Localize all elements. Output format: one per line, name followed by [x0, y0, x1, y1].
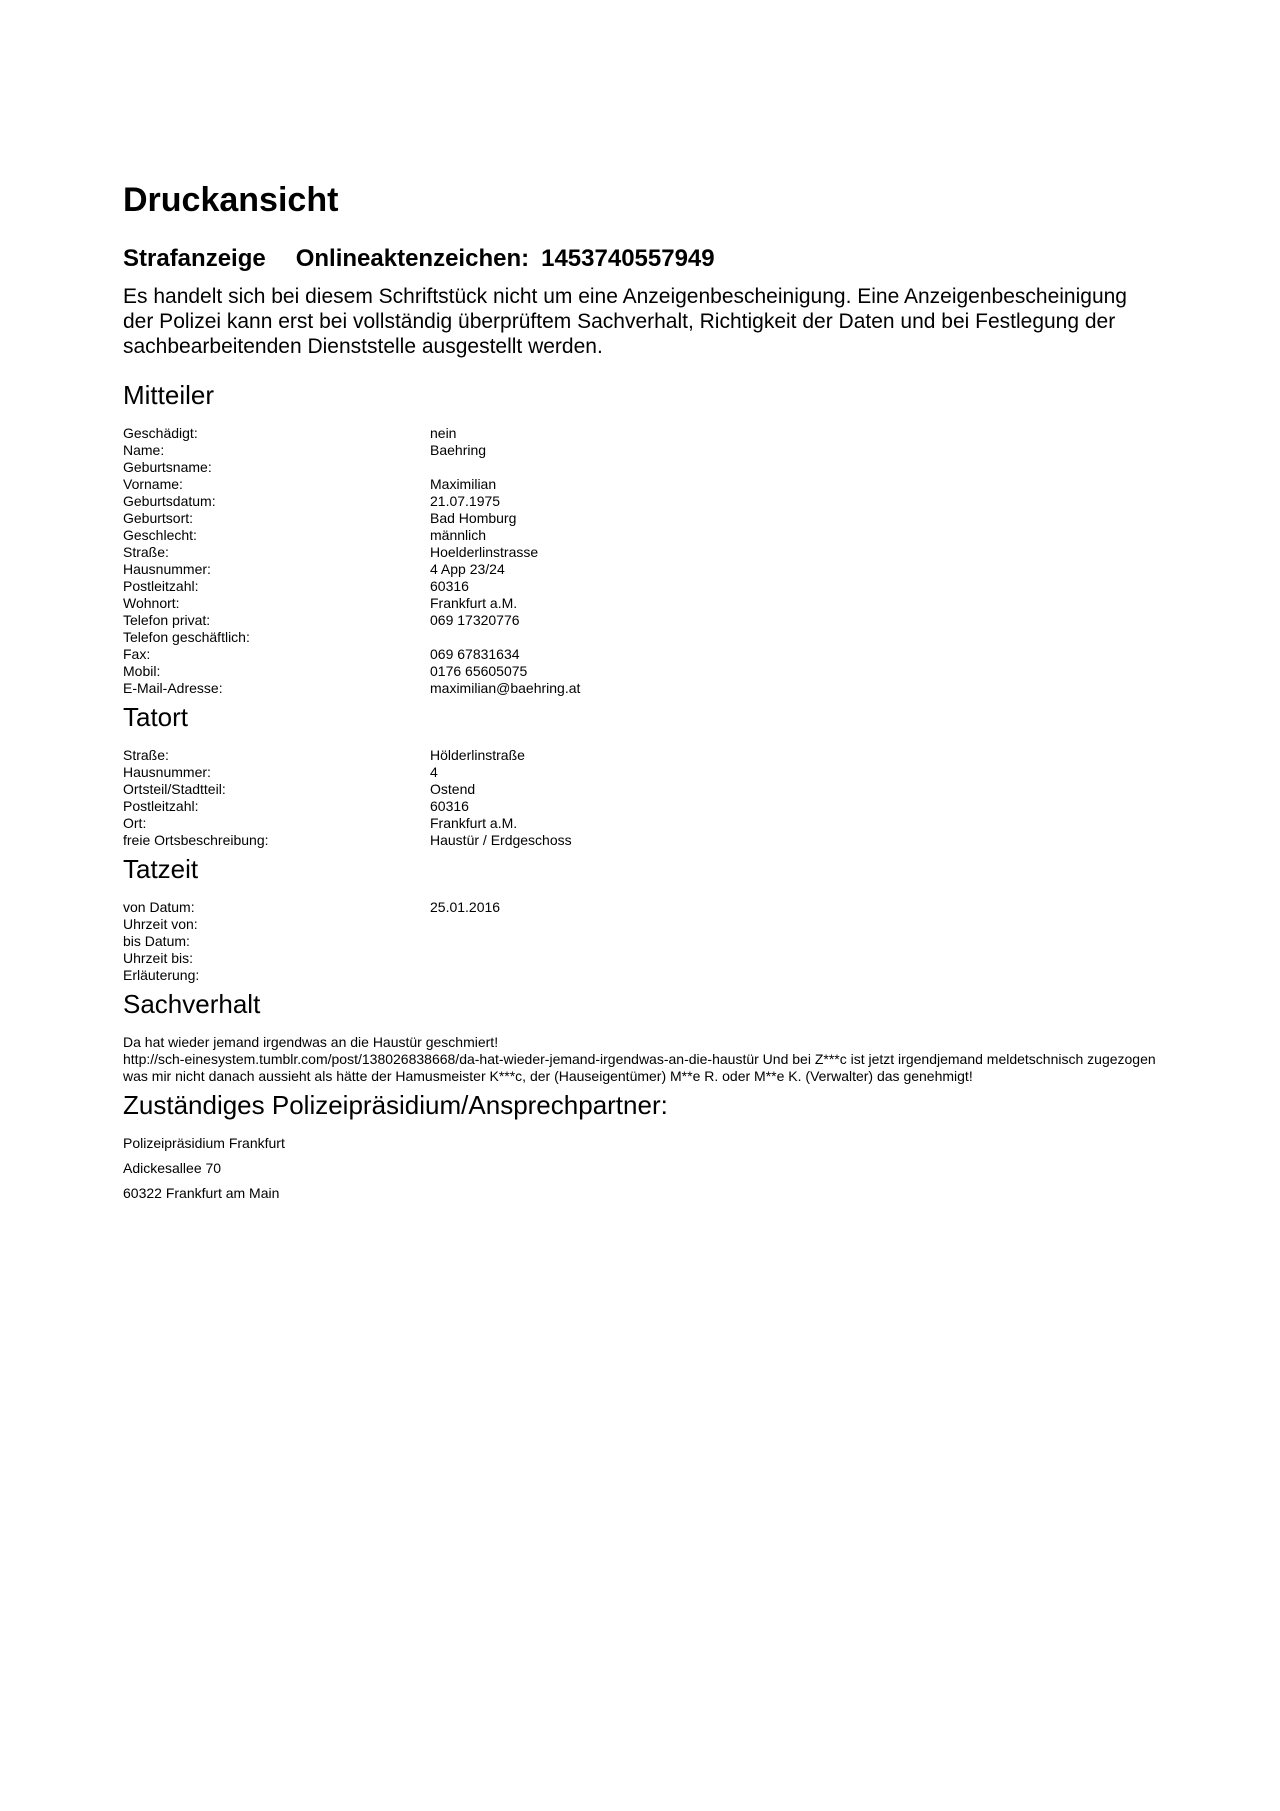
field-row: [123, 916, 1180, 933]
field-row: [123, 832, 1180, 849]
field-value: 60316: [430, 798, 469, 814]
field-value: Bad Homburg: [430, 510, 517, 526]
field-label: Wohnort:: [123, 595, 180, 611]
field-label: von Datum:: [123, 899, 195, 915]
field-row: [123, 578, 1180, 595]
field-label: Ort:: [123, 815, 147, 831]
field-row: [123, 663, 1180, 680]
mitteiler-fields: [123, 425, 1180, 697]
section-heading-tatort: Tatort: [123, 702, 189, 732]
field-row: [123, 815, 1180, 832]
field-label: bis Datum:: [123, 933, 190, 949]
page-title: Druckansicht: [123, 181, 339, 219]
field-value: Frankfurt a.M.: [430, 815, 518, 831]
reference-number: 1453740557949: [541, 245, 715, 272]
field-label: Postleitzahl:: [123, 798, 199, 814]
field-value: maximilian@baehring.at: [430, 680, 581, 696]
field-value: 60316: [430, 578, 469, 594]
section-heading-mitteiler: Mitteiler: [123, 380, 215, 410]
field-label: Straße:: [123, 544, 169, 560]
field-label: Geburtsdatum:: [123, 493, 216, 509]
field-value: 4 App 23/24: [430, 561, 505, 577]
field-label: Hausnummer:: [123, 561, 211, 577]
field-label: Fax:: [123, 646, 151, 662]
field-row: [123, 459, 1180, 476]
field-value: Hölderlinstraße: [430, 747, 525, 763]
tatort-fields: [123, 747, 1180, 849]
field-label: Uhrzeit bis:: [123, 950, 194, 966]
polizei-address: [123, 1135, 1180, 1210]
field-row: [123, 967, 1180, 984]
field-value: 069 67831634: [430, 646, 520, 662]
document-type: Strafanzeige: [123, 245, 266, 272]
field-row: [123, 561, 1180, 578]
field-row: [123, 764, 1180, 781]
field-label: Postleitzahl:: [123, 578, 199, 594]
field-row: [123, 899, 1180, 916]
field-label: Telefon geschäftlich:: [123, 629, 250, 645]
field-label: freie Ortsbeschreibung:: [123, 832, 269, 848]
tatzeit-fields: [123, 899, 1180, 984]
field-row: [123, 629, 1180, 646]
address-line: Polizeipräsidium Frankfurt: [123, 1135, 285, 1151]
field-row: [123, 476, 1180, 493]
field-label: Straße:: [123, 747, 169, 763]
field-row: [123, 425, 1180, 442]
field-label: Vorname:: [123, 476, 183, 492]
section-heading-polizeipraesidium: Zuständiges Polizeipräsidium/Ansprechpartner:: [123, 1090, 668, 1120]
address-line: 60322 Frankfurt am Main: [123, 1185, 280, 1201]
field-row: [123, 747, 1180, 764]
sachverhalt-text: [123, 1034, 1183, 1085]
field-row: [123, 798, 1180, 815]
field-label: Telefon privat:: [123, 612, 211, 628]
field-value: nein: [430, 425, 457, 441]
field-row: [123, 527, 1180, 544]
field-value: 21.07.1975: [430, 493, 501, 509]
field-label: Uhrzeit von:: [123, 916, 198, 932]
field-value: 25.01.2016: [430, 899, 501, 915]
field-row: [123, 595, 1180, 612]
field-value: 0176 65605075: [430, 663, 528, 679]
field-row: [123, 493, 1180, 510]
disclaimer-text: Es handelt sich bei diesem Schriftstück nicht um eine Anzeigenbescheinigung. Eine Anzeigenbescheinigung der Polizei kann erst bei vollständig überprüftem Sachverhalt, Richtigkeit der Daten und bei Festlegung der sachbearbeitenden Dienststelle ausgestellt werden.: [123, 285, 1127, 358]
reference-label: Onlineaktenzeichen:: [295, 245, 530, 272]
field-label: Name:: [123, 442, 165, 458]
field-value: Maximilian: [430, 476, 497, 492]
sachverhalt-line: http://sch-einesystem.tumblr.com/post/138026838668/da-hat-wieder-jemand-irgendwas-an-die-haustür Und bei Z***c ist jetzt irgendjemand meldetschnisch zugezogen was mir nicht danach aussieht als hätte der Hamusmeister K***c, der (Hauseigentümer) M**e R. oder M**e K. (Verwalter) das genehmigt!: [123, 1051, 1156, 1084]
field-row: [123, 612, 1180, 629]
field-value: 4: [430, 764, 438, 780]
field-label: Geburtsort:: [123, 510, 194, 526]
section-heading-sachverhalt: Sachverhalt: [123, 989, 261, 1019]
field-label: Hausnummer:: [123, 764, 211, 780]
field-label: Mobil:: [123, 663, 161, 679]
field-value: männlich: [430, 527, 487, 543]
field-label: Geschädigt:: [123, 425, 198, 441]
field-label: Ortsteil/Stadtteil:: [123, 781, 226, 797]
address-line: Adickesallee 70: [123, 1160, 222, 1176]
field-row: [123, 442, 1180, 459]
field-row: [123, 646, 1180, 663]
field-label: E-Mail-Adresse:: [123, 680, 223, 696]
field-label: Geburtsname:: [123, 459, 212, 475]
field-row: [123, 680, 1180, 697]
document-subtitle: [123, 244, 1180, 274]
section-heading-tatzeit: Tatzeit: [123, 854, 199, 884]
field-value: Ostend: [430, 781, 476, 797]
field-label: Geschlecht:: [123, 527, 197, 543]
sachverhalt-line: Da hat wieder jemand irgendwas an die Haustür geschmiert!: [123, 1034, 499, 1050]
field-value: Hoelderlinstrasse: [430, 544, 539, 560]
field-value: Frankfurt a.M.: [430, 595, 518, 611]
field-row: [123, 933, 1180, 950]
field-row: [123, 781, 1180, 798]
field-row: [123, 544, 1180, 561]
field-row: [123, 950, 1180, 967]
field-value: 069 17320776: [430, 612, 520, 628]
field-value: Haustür / Erdgeschoss: [430, 832, 572, 848]
field-row: [123, 510, 1180, 527]
field-label: Erläuterung:: [123, 967, 200, 983]
field-value: Baehring: [430, 442, 487, 458]
